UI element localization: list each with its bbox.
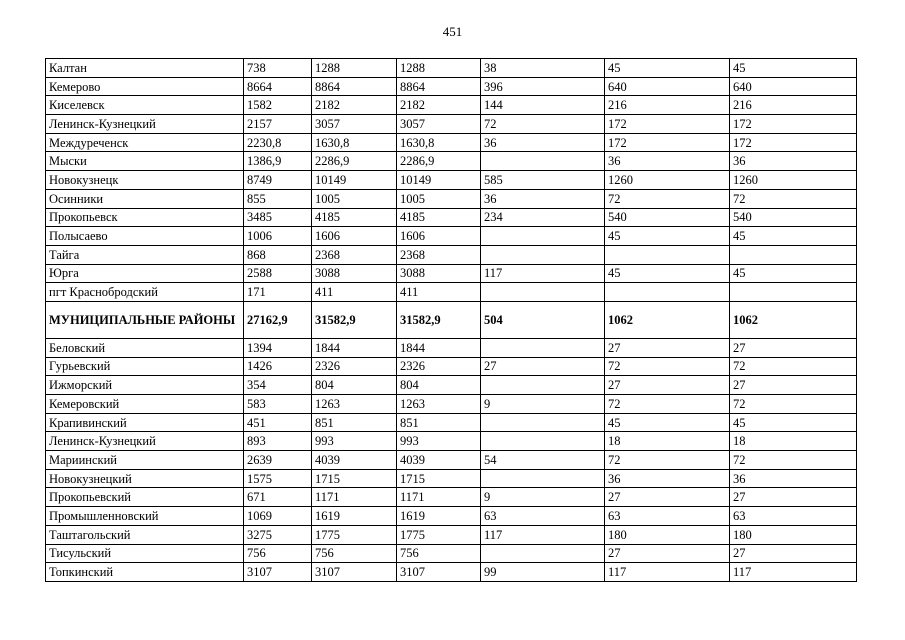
value-cell-c1: 1394: [244, 338, 312, 357]
value-cell-c1: 171: [244, 283, 312, 302]
row-label-cell: Полысаево: [46, 227, 244, 246]
value-cell-c3: 3088: [397, 264, 481, 283]
value-cell-c4: 36: [481, 189, 605, 208]
value-cell-c5: 180: [605, 525, 730, 544]
value-cell-c6: 36: [730, 152, 857, 171]
value-cell-c2: 2326: [312, 357, 397, 376]
value-cell-c4: [481, 245, 605, 264]
row-label-cell: Топкинский: [46, 563, 244, 582]
row-label-cell: Ижморский: [46, 376, 244, 395]
value-cell-c2: 1715: [312, 469, 397, 488]
value-cell-c6: 172: [730, 115, 857, 134]
value-cell-c4: 585: [481, 171, 605, 190]
value-cell-c6: 18: [730, 432, 857, 451]
table-row: [46, 96, 857, 115]
row-label-cell: Ленинск-Кузнецкий: [46, 115, 244, 134]
row-label-cell: Беловский: [46, 338, 244, 357]
value-cell-c4: 72: [481, 115, 605, 134]
value-cell-c2: 8864: [312, 77, 397, 96]
table-row: [46, 115, 857, 134]
value-cell-c1: 2588: [244, 264, 312, 283]
value-cell-c5: 36: [605, 152, 730, 171]
table-row: [46, 189, 857, 208]
value-cell-c3: 756: [397, 544, 481, 563]
value-cell-c2: 31582,9: [312, 301, 397, 338]
value-cell-c2: 1606: [312, 227, 397, 246]
value-cell-c1: 451: [244, 413, 312, 432]
value-cell-c2: 2182: [312, 96, 397, 115]
value-cell-c6: 45: [730, 59, 857, 78]
row-label-cell: Прокопьевский: [46, 488, 244, 507]
value-cell-c4: 99: [481, 563, 605, 582]
value-cell-c5: 27: [605, 376, 730, 395]
value-cell-c1: 1426: [244, 357, 312, 376]
row-label-cell: Новокузнецк: [46, 171, 244, 190]
value-cell-c5: [605, 283, 730, 302]
row-label-cell: Крапивинский: [46, 413, 244, 432]
section-header-row: [46, 301, 857, 338]
value-cell-c6: 72: [730, 357, 857, 376]
value-cell-c5: 216: [605, 96, 730, 115]
value-cell-c6: 63: [730, 507, 857, 526]
value-cell-c4: 9: [481, 395, 605, 414]
value-cell-c3: 851: [397, 413, 481, 432]
value-cell-c6: 540: [730, 208, 857, 227]
value-cell-c2: 3088: [312, 264, 397, 283]
value-cell-c3: 10149: [397, 171, 481, 190]
value-cell-c6: 72: [730, 451, 857, 470]
value-cell-c1: 8664: [244, 77, 312, 96]
value-cell-c1: 8749: [244, 171, 312, 190]
value-cell-c3: 31582,9: [397, 301, 481, 338]
value-cell-c2: 1619: [312, 507, 397, 526]
value-cell-c1: 354: [244, 376, 312, 395]
row-label-cell: Юрга: [46, 264, 244, 283]
value-cell-c5: 1260: [605, 171, 730, 190]
table-row: [46, 338, 857, 357]
value-cell-c5: 1062: [605, 301, 730, 338]
value-cell-c3: 1844: [397, 338, 481, 357]
value-cell-c6: 216: [730, 96, 857, 115]
value-cell-c4: 63: [481, 507, 605, 526]
value-cell-c2: 1630,8: [312, 133, 397, 152]
row-label-cell: Таштагольский: [46, 525, 244, 544]
table-row: [46, 77, 857, 96]
value-cell-c3: 1606: [397, 227, 481, 246]
value-cell-c5: 36: [605, 469, 730, 488]
table-row: [46, 264, 857, 283]
value-cell-c5: 45: [605, 264, 730, 283]
value-cell-c6: 180: [730, 525, 857, 544]
value-cell-c2: 2286,9: [312, 152, 397, 171]
value-cell-c2: 10149: [312, 171, 397, 190]
table-row: [46, 59, 857, 78]
table-row: [46, 451, 857, 470]
value-cell-c1: 671: [244, 488, 312, 507]
row-label-cell: Тайга: [46, 245, 244, 264]
value-cell-c6: 27: [730, 376, 857, 395]
value-cell-c1: 3107: [244, 563, 312, 582]
table-row: [46, 488, 857, 507]
value-cell-c3: 1263: [397, 395, 481, 414]
value-cell-c5: 27: [605, 544, 730, 563]
value-cell-c6: 27: [730, 544, 857, 563]
value-cell-c1: 2230,8: [244, 133, 312, 152]
value-cell-c6: 27: [730, 338, 857, 357]
table-row: [46, 133, 857, 152]
value-cell-c5: 172: [605, 115, 730, 134]
value-cell-c3: 1171: [397, 488, 481, 507]
value-cell-c6: 45: [730, 264, 857, 283]
value-cell-c4: [481, 152, 605, 171]
value-cell-c1: 756: [244, 544, 312, 563]
value-cell-c5: 27: [605, 338, 730, 357]
value-cell-c1: 1069: [244, 507, 312, 526]
value-cell-c5: [605, 245, 730, 264]
value-cell-c5: 45: [605, 59, 730, 78]
value-cell-c6: 640: [730, 77, 857, 96]
value-cell-c4: 144: [481, 96, 605, 115]
row-label-cell: Междуреченск: [46, 133, 244, 152]
row-label-cell: Гурьевский: [46, 357, 244, 376]
data-table: [45, 58, 857, 582]
value-cell-c3: 4039: [397, 451, 481, 470]
value-cell-c6: 72: [730, 395, 857, 414]
table-row: [46, 469, 857, 488]
value-cell-c1: 893: [244, 432, 312, 451]
value-cell-c6: [730, 245, 857, 264]
value-cell-c3: 1288: [397, 59, 481, 78]
value-cell-c4: [481, 376, 605, 395]
value-cell-c1: 868: [244, 245, 312, 264]
value-cell-c1: 2157: [244, 115, 312, 134]
value-cell-c6: 45: [730, 227, 857, 246]
value-cell-c5: 540: [605, 208, 730, 227]
row-label-cell: Кемеровский: [46, 395, 244, 414]
value-cell-c5: 640: [605, 77, 730, 96]
value-cell-c1: 1386,9: [244, 152, 312, 171]
row-label-cell: Калтан: [46, 59, 244, 78]
table-row: [46, 283, 857, 302]
row-label-cell: пгт Краснобродский: [46, 283, 244, 302]
value-cell-c5: 72: [605, 395, 730, 414]
value-cell-c4: 36: [481, 133, 605, 152]
value-cell-c4: [481, 544, 605, 563]
value-cell-c2: 4185: [312, 208, 397, 227]
table-row: [46, 563, 857, 582]
value-cell-c3: 2182: [397, 96, 481, 115]
value-cell-c4: 396: [481, 77, 605, 96]
value-cell-c3: 1715: [397, 469, 481, 488]
value-cell-c1: 1582: [244, 96, 312, 115]
value-cell-c1: 583: [244, 395, 312, 414]
value-cell-c3: 804: [397, 376, 481, 395]
value-cell-c2: 1844: [312, 338, 397, 357]
value-cell-c2: 3107: [312, 563, 397, 582]
table-row: [46, 208, 857, 227]
table-row: [46, 245, 857, 264]
row-label-cell: Новокузнецкий: [46, 469, 244, 488]
value-cell-c5: 18: [605, 432, 730, 451]
value-cell-c2: 4039: [312, 451, 397, 470]
row-label-cell: Прокопьевск: [46, 208, 244, 227]
value-cell-c3: 2286,9: [397, 152, 481, 171]
value-cell-c2: 2368: [312, 245, 397, 264]
value-cell-c5: 117: [605, 563, 730, 582]
value-cell-c1: 1006: [244, 227, 312, 246]
value-cell-c4: [481, 413, 605, 432]
value-cell-c3: 1005: [397, 189, 481, 208]
value-cell-c4: 54: [481, 451, 605, 470]
value-cell-c5: 45: [605, 413, 730, 432]
value-cell-c5: 45: [605, 227, 730, 246]
table-row: [46, 171, 857, 190]
value-cell-c2: 1171: [312, 488, 397, 507]
value-cell-c5: 27: [605, 488, 730, 507]
value-cell-c2: 1288: [312, 59, 397, 78]
value-cell-c1: 738: [244, 59, 312, 78]
value-cell-c4: 504: [481, 301, 605, 338]
row-label-cell: Промышленновский: [46, 507, 244, 526]
value-cell-c3: 993: [397, 432, 481, 451]
value-cell-c4: [481, 283, 605, 302]
value-cell-c1: 2639: [244, 451, 312, 470]
value-cell-c5: 72: [605, 357, 730, 376]
value-cell-c2: 3057: [312, 115, 397, 134]
value-cell-c6: 36: [730, 469, 857, 488]
value-cell-c6: 172: [730, 133, 857, 152]
table-row: [46, 413, 857, 432]
value-cell-c3: 1630,8: [397, 133, 481, 152]
value-cell-c3: 8864: [397, 77, 481, 96]
table-row: [46, 395, 857, 414]
table-row: [46, 525, 857, 544]
value-cell-c6: 27: [730, 488, 857, 507]
value-cell-c4: [481, 227, 605, 246]
row-label-cell: Кемерово: [46, 77, 244, 96]
table-row: [46, 152, 857, 171]
value-cell-c2: 851: [312, 413, 397, 432]
value-cell-c3: 1775: [397, 525, 481, 544]
value-cell-c2: 1775: [312, 525, 397, 544]
value-cell-c6: 72: [730, 189, 857, 208]
value-cell-c6: 1260: [730, 171, 857, 190]
value-cell-c4: 234: [481, 208, 605, 227]
row-label-cell: МУНИЦИПАЛЬНЫЕ РАЙОНЫ: [46, 301, 244, 338]
value-cell-c6: 117: [730, 563, 857, 582]
row-label-cell: Тисульский: [46, 544, 244, 563]
value-cell-c4: 117: [481, 264, 605, 283]
row-label-cell: Мариинский: [46, 451, 244, 470]
value-cell-c3: 4185: [397, 208, 481, 227]
value-cell-c6: [730, 283, 857, 302]
value-cell-c4: [481, 469, 605, 488]
value-cell-c3: 1619: [397, 507, 481, 526]
row-label-cell: Ленинск-Кузнецкий: [46, 432, 244, 451]
value-cell-c1: 3275: [244, 525, 312, 544]
value-cell-c4: 38: [481, 59, 605, 78]
value-cell-c3: 3107: [397, 563, 481, 582]
value-cell-c4: [481, 338, 605, 357]
value-cell-c2: 1005: [312, 189, 397, 208]
value-cell-c5: 72: [605, 189, 730, 208]
value-cell-c2: 993: [312, 432, 397, 451]
value-cell-c2: 411: [312, 283, 397, 302]
value-cell-c6: 1062: [730, 301, 857, 338]
row-label-cell: Осинники: [46, 189, 244, 208]
table-body: [46, 59, 857, 582]
value-cell-c2: 1263: [312, 395, 397, 414]
value-cell-c1: 855: [244, 189, 312, 208]
value-cell-c2: 804: [312, 376, 397, 395]
value-cell-c4: 9: [481, 488, 605, 507]
value-cell-c5: 172: [605, 133, 730, 152]
value-cell-c2: 756: [312, 544, 397, 563]
table-row: [46, 432, 857, 451]
table-row: [46, 544, 857, 563]
value-cell-c5: 72: [605, 451, 730, 470]
table-row: [46, 507, 857, 526]
table-row: [46, 376, 857, 395]
value-cell-c4: [481, 432, 605, 451]
page-number: 451: [442, 24, 463, 39]
value-cell-c3: 411: [397, 283, 481, 302]
value-cell-c5: 63: [605, 507, 730, 526]
value-cell-c1: 3485: [244, 208, 312, 227]
value-cell-c3: 2326: [397, 357, 481, 376]
value-cell-c6: 45: [730, 413, 857, 432]
row-label-cell: Киселевск: [46, 96, 244, 115]
value-cell-c3: 2368: [397, 245, 481, 264]
table-row: [46, 227, 857, 246]
value-cell-c3: 3057: [397, 115, 481, 134]
value-cell-c1: 1575: [244, 469, 312, 488]
row-label-cell: Мыски: [46, 152, 244, 171]
value-cell-c4: 27: [481, 357, 605, 376]
value-cell-c1: 27162,9: [244, 301, 312, 338]
value-cell-c4: 117: [481, 525, 605, 544]
table-row: [46, 357, 857, 376]
